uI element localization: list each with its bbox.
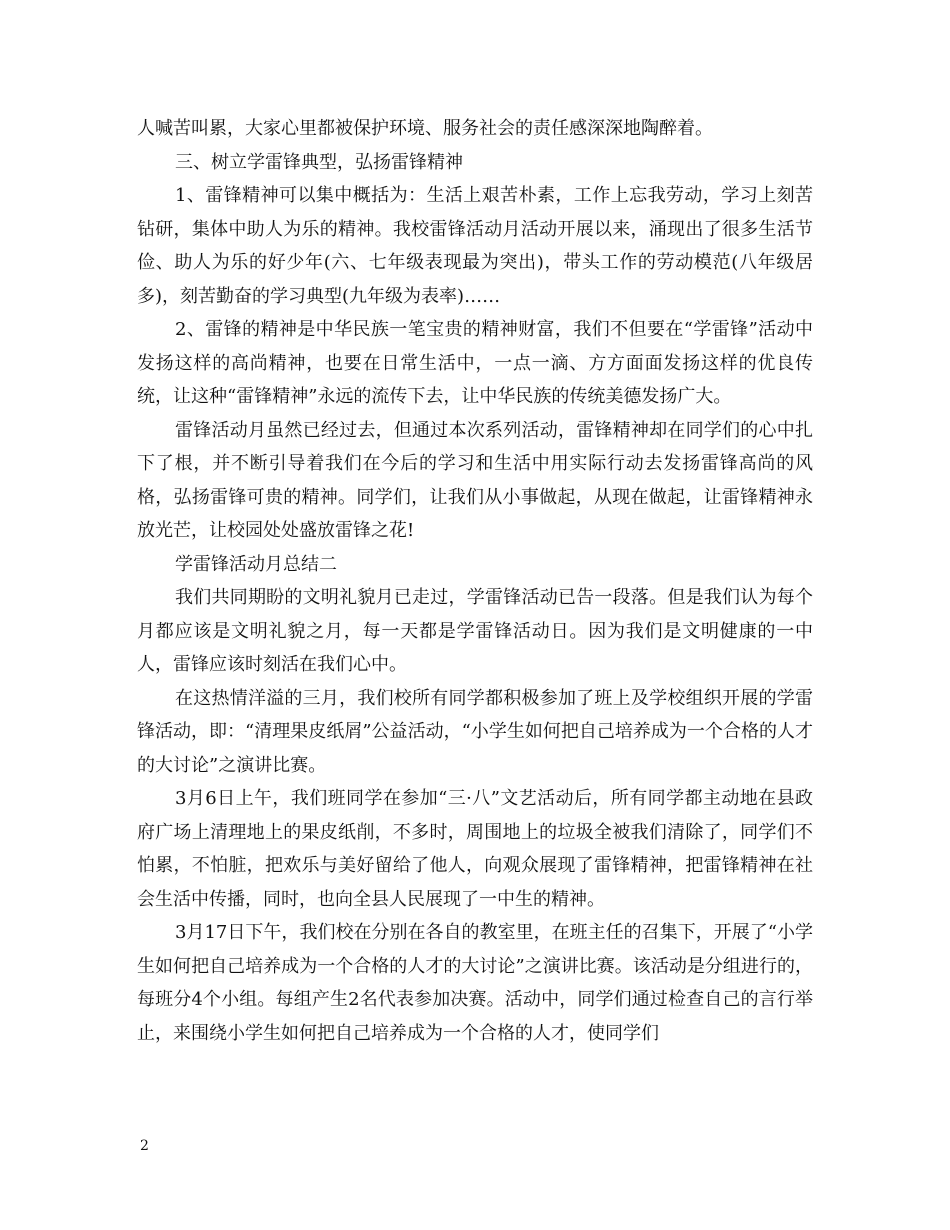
paragraph: 3月17日下午，我们校在分别在各自的教室里，在班主任的召集下，开展了“小学生如何把自己培养成为一个合格的人才的大讨论”之演讲比赛。该活动是分组进行的，每班分4个小组。每组产生2名代表参加决赛。活动中，同学们通过检查自己的言行举止，来围绕小学生如何把自己培养成为一个合格的人才，使同学们 bbox=[137, 922, 813, 1044]
paragraph: 3月6日上午，我们班同学在参加“三·八”文艺活动后，所有同学都主动地在县政府广场上清理地上的果皮纸削，不多时，周围地上的垃圾全被我们清除了，同学们不怕累，不怕脏，把欢乐与美好留给了他人，向观众展现了雷锋精神，把雷锋精神在社会生活中传播，同时，也向全县人民展现了一中生的精神。 bbox=[137, 788, 813, 910]
page-number: 2 bbox=[140, 1138, 149, 1154]
document-page bbox=[137, 112, 813, 1050]
paragraph: 在这热情洋溢的三月，我们校所有同学都积极参加了班上及学校组织开展的学雷锋活动，即：“清理果皮纸屑”公益活动，“小学生如何把自己培养成为一个合格的人才的大讨论”之演讲比赛。 bbox=[137, 687, 813, 776]
paragraph: 雷锋活动月虽然已经过去，但通过本次系列活动，雷锋精神却在同学们的心中扎下了根，并不断引导着我们在今后的学习和生活中用实际行动去发扬雷锋高尚的风格，弘扬雷锋可贵的精神。同学们，让我们从小事做起，从现在做起，让雷锋精神永放光芒，让校园处处盛放雷锋之花! bbox=[137, 419, 813, 541]
paragraph: 人喊苦叫累，大家心里都被保护环境、服务社会的责任感深深地陶醉着。 bbox=[137, 118, 713, 139]
paragraph: 我们共同期盼的文明礼貌月已走过，学雷锋活动已告一段落。但是我们认为每个月都应该是文明礼貌之月，每一天都是学雷锋活动日。因为我们是文明健康的一中人，雷锋应该时刻活在我们心中。 bbox=[137, 587, 813, 675]
section-heading: 学雷锋活动月总结二 bbox=[175, 553, 337, 575]
paragraph: 2、雷锋的精神是中华民族一笔宝贵的精神财富，我们不但要在“学雷锋”活动中发扬这样的高尚精神，也要在日常生活中，一点一滴、方方面面发扬这样的优良传统，让这种“雷锋精神”永远的流传下去，让中华民族的传统美德发扬广大。 bbox=[137, 319, 813, 407]
section-heading: 三、树立学雷锋典型，弘扬雷锋精神 bbox=[175, 151, 463, 173]
paragraph: 1、雷锋精神可以集中概括为：生活上艰苦朴素，工作上忘我劳动，学习上刻苦钻研，集体中助人为乐的精神。我校雷锋活动月活动开展以来，涌现出了很多生活节俭、助人为乐的好少年(六、七年级表现最为突出)，带头工作的劳动模范(八年级居多)，刻苦勤奋的学习典型(九年级为表率)…… bbox=[137, 185, 813, 307]
